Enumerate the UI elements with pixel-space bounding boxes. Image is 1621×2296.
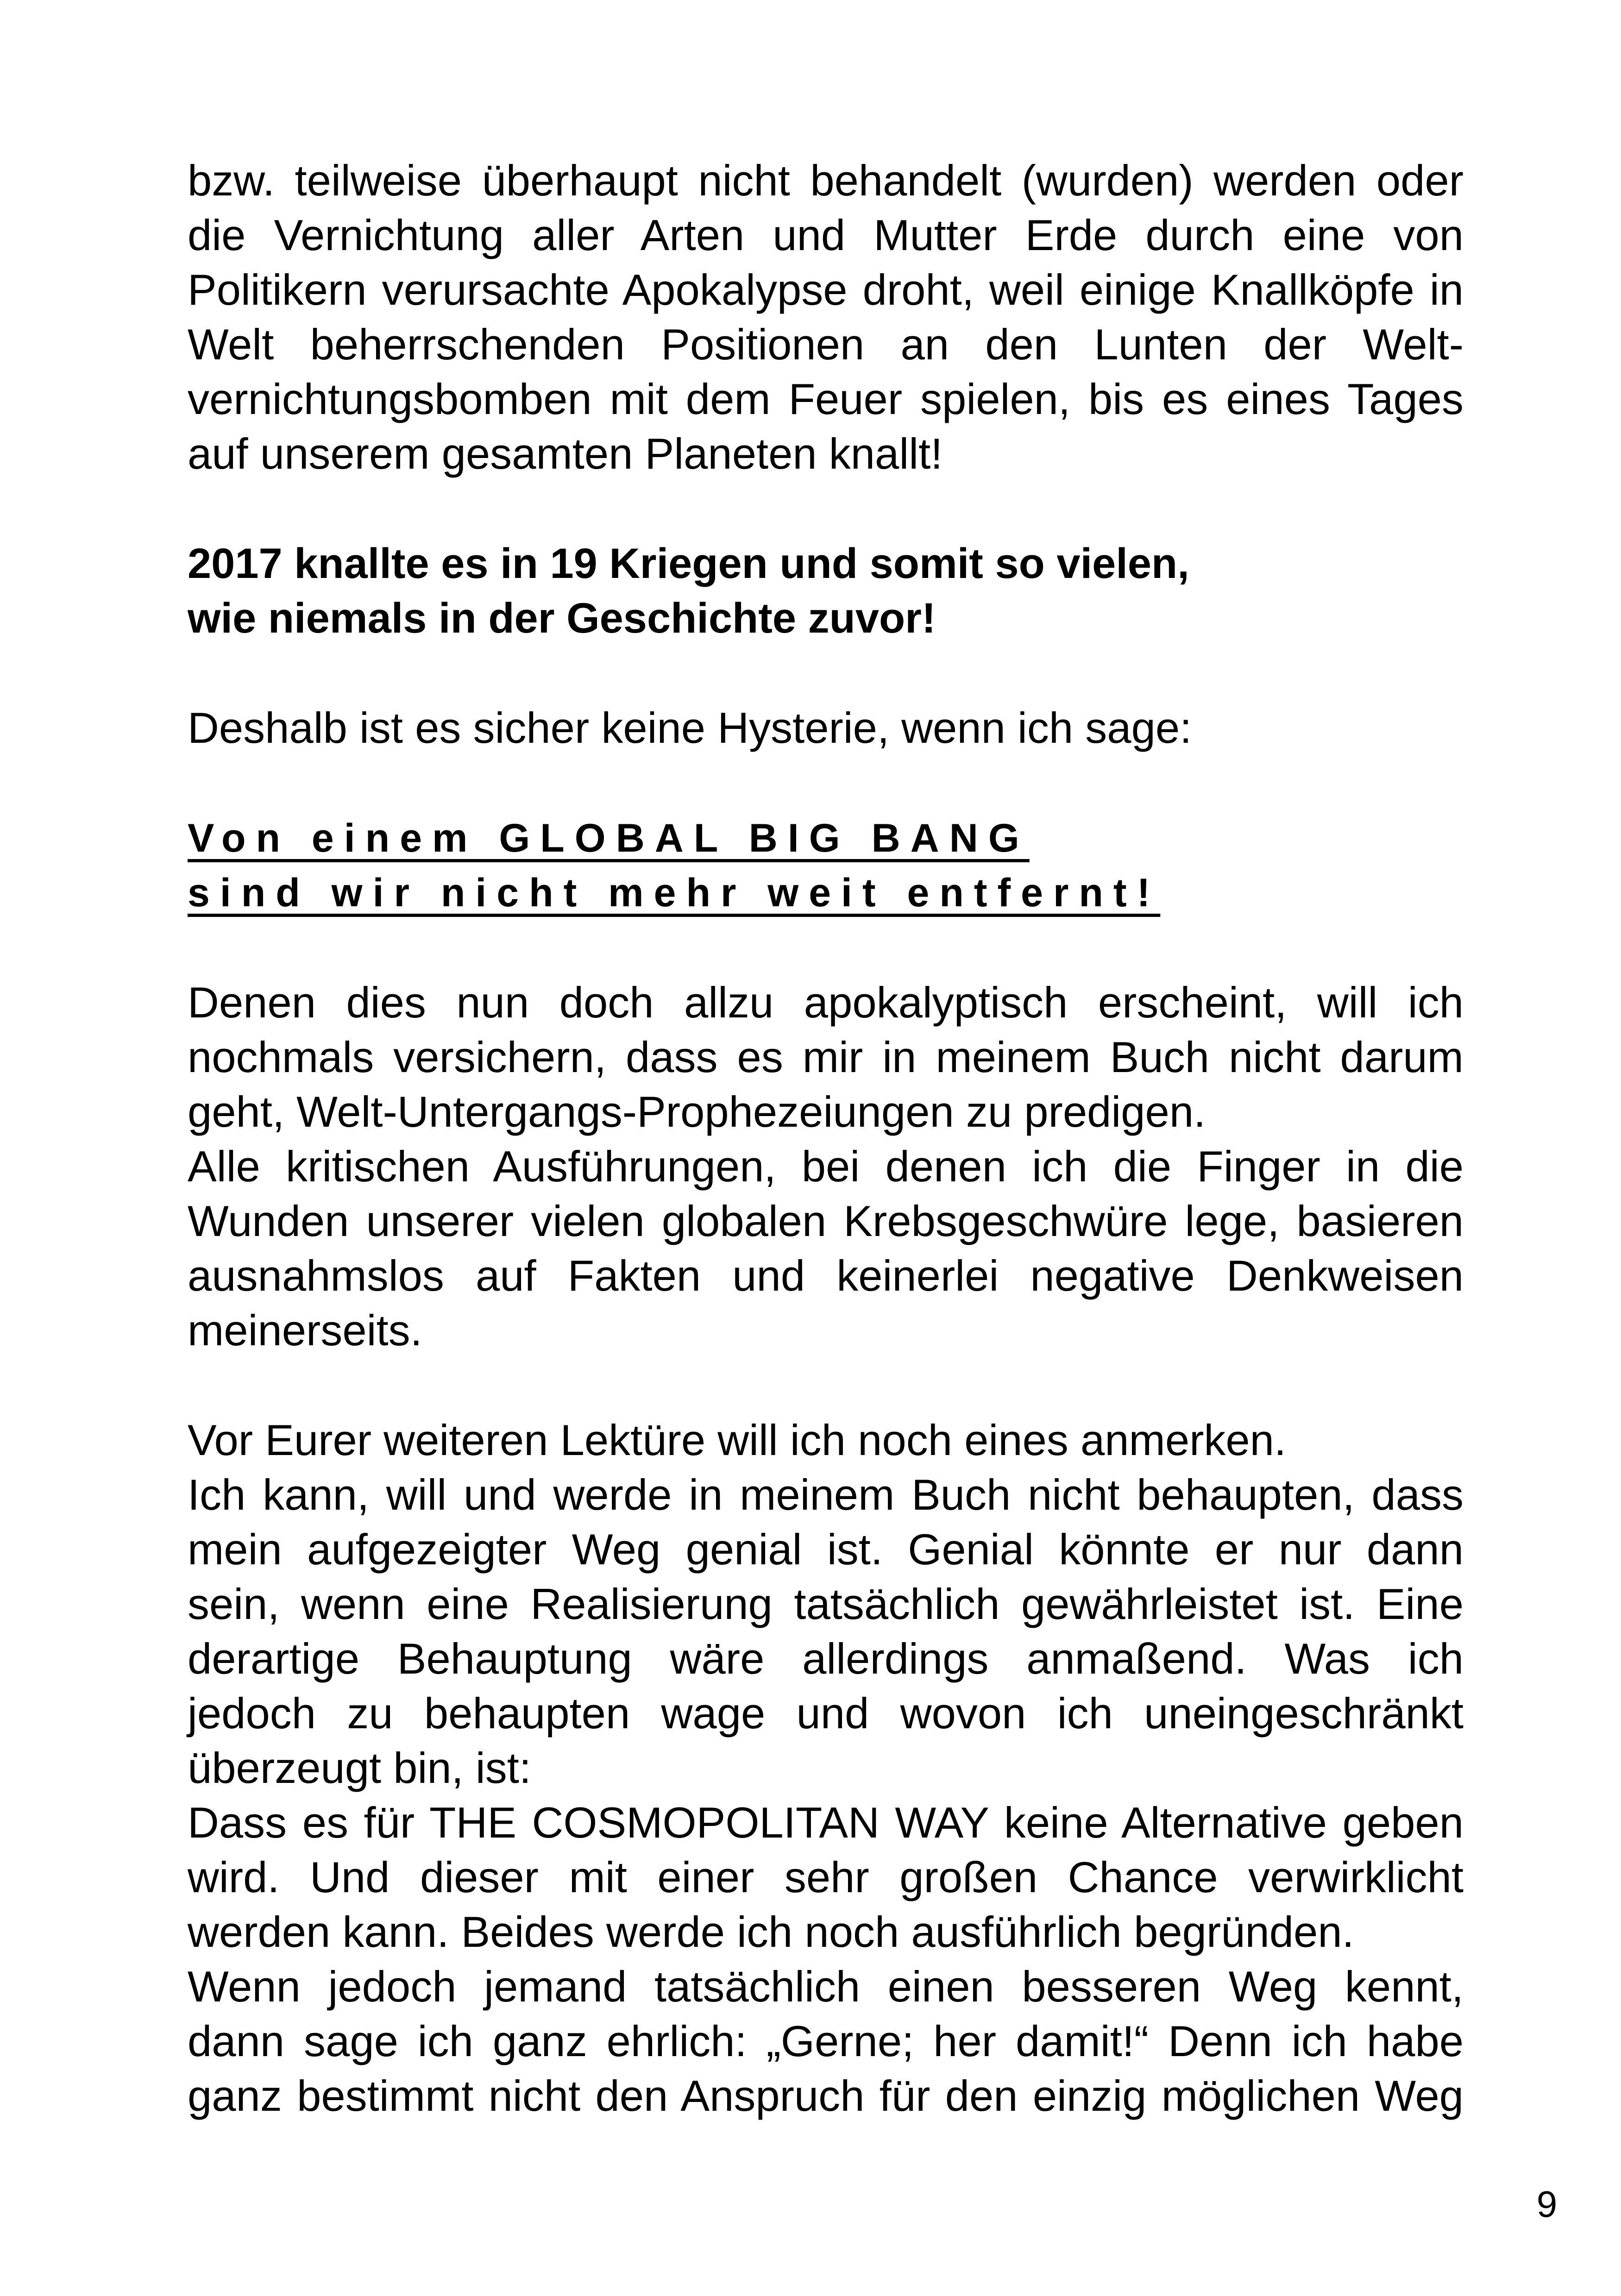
page-number: 9	[1536, 2183, 1558, 2225]
text-line: mein aufgezeigter Weg genial ist. Genial könnte er nur dann	[188, 1525, 1464, 1574]
text-line: auf unserem gesamten Planeten knallt!	[188, 429, 943, 478]
text-line: bzw. teilweise überhaupt nicht behandelt (wurden) werden oder	[188, 156, 1464, 205]
text-line: Alle kritischen Ausführungen, bei denen ich die Finger in die	[188, 1142, 1464, 1191]
bold-line: 2017 knallte es in 19 Kriegen und somit so vielen,	[188, 540, 1189, 587]
text-line: meinerseits.	[188, 1306, 422, 1355]
emphasis-line: sind wir nicht mehr weit entfernt!	[188, 871, 1161, 915]
text-line: ganz bestimmt nicht den Anspruch für den einzig möglichen Weg	[188, 2071, 1464, 2120]
text-line: Wenn jedoch jemand tatsächlich einen besseren Weg kennt,	[188, 1962, 1464, 2011]
text-line: jedoch zu behaupten wage und wovon ich uneingeschränkt	[188, 1689, 1464, 1738]
text-line: nochmals versichern, dass es mir in meinem Buch nicht darum	[188, 1033, 1464, 1081]
text-line: sein, wenn eine Realisierung tatsächlich gewährleistet ist. Eine	[188, 1580, 1464, 1628]
text-line: Politikern verursachte Apokalypse droht, weil einige Knallköpfe in	[188, 265, 1464, 314]
emphasis-line: Von einem GLOBAL BIG BANG	[188, 816, 1030, 860]
text-line: vernichtungsbomben mit dem Feuer spielen, bis es eines Tages	[188, 375, 1464, 423]
text-line: Denen dies nun doch allzu apokalyptisch erscheint, will ich	[188, 978, 1464, 1027]
text-line: Vor Eurer weiteren Lektüre will ich noch eines anmerken.	[188, 1416, 1287, 1464]
text-line: Dass es für THE COSMOPOLITAN WAY keine Alternative geben	[188, 1798, 1464, 1847]
text-line: ausnahmslos auf Fakten und keinerlei negative Denkweisen	[188, 1251, 1464, 1300]
text-line: die Vernichtung aller Arten und Mutter Erde durch eine von	[188, 211, 1464, 259]
text-line: werden kann. Beides werde ich noch ausführlich begründen.	[188, 1907, 1354, 1956]
text-line: wird. Und dieser mit einer sehr großen Chance verwirklicht	[188, 1853, 1464, 1901]
bold-line: wie niemals in der Geschichte zuvor!	[188, 595, 936, 642]
text-line: geht, Welt-Untergangs-Prophezeiungen zu predigen.	[188, 1087, 1206, 1136]
text-line: überzeugt bin, ist:	[188, 1744, 531, 1792]
text-line: Ich kann, will und werde in meinem Buch nicht behaupten, dass	[188, 1470, 1464, 1519]
text-line: Welt beherrschenden Positionen an den Lunten der Welt-	[188, 320, 1464, 369]
text-line: Deshalb ist es sicher keine Hysterie, wenn ich sage:	[188, 703, 1192, 752]
text-line: dann sage ich ganz ehrlich: „Gerne; her damit!“ Denn ich habe	[188, 2017, 1464, 2065]
text-line: Wunden unserer vielen globalen Krebsgeschwüre lege, basieren	[188, 1197, 1464, 1245]
text-line: derartige Behauptung wäre allerdings anmaßend. Was ich	[188, 1634, 1464, 1683]
